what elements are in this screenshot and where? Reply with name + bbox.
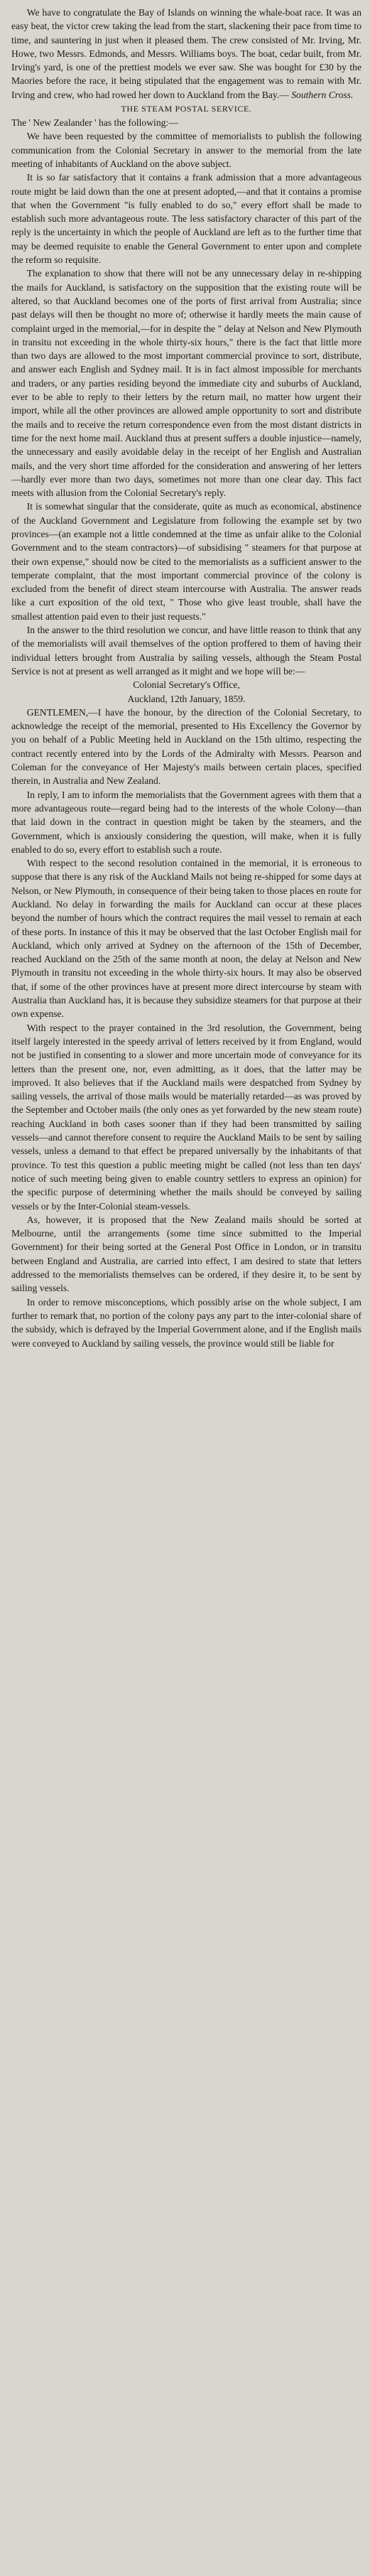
whale-boat-race-article	[11, 6, 361, 102]
article-source: Southern Cross.	[291, 89, 354, 100]
letter-paragraph: With respect to the second resolution contained in the memorial, it is erroneous to suppose that there is any risk of the Auckland Mails not being re-shipped for some days at Nelson, or New Plymouth, in consequence of their being taken to those places en route for Auckland. No delay in forwarding the mails for Auckland can occur at these places beyond the number of hours which the contract requires the mail vessel to remain at each of these ports. In instance of this it may be observed that the last October English mail for Auckland, which only arrived at Sydney on the afternoon of the 15th of December, reached Auckland on the 25th of the same month at noon, the delay at Nelson and New Plymouth in transitu not exceeding in the whole thirty-six hours. It may also be observed that, if some of the other provinces have at present more direct intercourse by steam with Australia than Auckland has, it is because they subsidize steamers for that purpose at their own expense.	[11, 858, 361, 1020]
article-paragraph	[11, 6, 361, 102]
article-paragraph: It is so far satisfactory that it contains a frank admission that a more advantageous route might be laid down than the one at present adopted,—and that it contains a promise that when the Government "is fully enabled to do so," every effort shall be made to establish such more advantageous route. The less satisfactory character of this part of the reply is the uncertainty in which the people of Auckland are left as to the further time that may be deemed requisite to enable the General Government to enter upon and complete the reform so requisite.	[11, 172, 361, 266]
letter-paragraph: As, however, it is proposed that the New Zealand mails should be sorted at Melbourne, until the arrangements (some time since submitted to the Imperial Government) for their being sorted at the General Post Office in London, or in transitu between England and Australia, are carried into effect, I am desired to state that letters addressed to the memorialists themselves can be ordered, if they desire it, to be sent by sailing vessels.	[11, 1214, 361, 1294]
article-paragraph: The explanation to show that there will not be any unnecessary delay in re-shipping the mails for Auckland, is satisfactory on the supposition that the existing route will be altered, so that Auckland becomes one of the ports of first arrival from Australia; since past delays will then be thought no more of; otherwise it hardly meets the main cause of complaint urged in the memorial,—for in despite the " delay at Nelson and New Plymouth in transitu not exceeding in the whole thirty-six hours," there is the fact that little more than two days are allowed to the most important commercial province to sort, distribute, and answer each English and Sydney mail. It is in fact almost impossible for merchants and traders, or any parties residing beyond the immediate city and suburbs of Auckland, ever to be able to reply to their letters by the return mail, no matter how urgent their import, while all the other provinces are allowed ample opportunity to sort and distribute the mails and to receive the return correspondence even from the most distant districts in time for the next home mail. Auckland thus at present suffers a double injustice—namely, the unnecessary and easily avoidable delay in the receipt of her English and Australian mails, and the very short time afforded for the consideration and answering of her letters—hardly ever more than two days, sometimes not more than one clear day. This fact meets with allusion from the Colonial Secretary's reply.	[11, 268, 361, 499]
letter-office: Colonial Secretary's Office,	[133, 679, 240, 691]
article-text: We have to congratulate the Bay of Islands on winning the whale-boat race. It was an easy beat, the victor crew taking the lead from the start, slackening their pace from time to time, and sauntering in just when it pleased them. The crew consisted of Mr. Irving, Mr. Howe, two Messrs. Edmonds, and Messrs. Williams boys. The boat, cedar built, from Mr. Irving's yard, is one of the prettiest models we ever saw. She was bought for £30 by the Maories before the race, it being stipulated that the engagement was to remain with Mr. Irving and crew, who had rowed her down to Auckland from the Bay.—	[11, 7, 361, 100]
article-paragraph: We have been requested by the committee of memorialists to publish the following communication from the Colonial Secretary in answer to the memorial from the late meeting of inhabitants of Auckland on the above subject.	[11, 131, 361, 169]
article-paragraph: It is somewhat singular that the considerate, quite as much as economical, abstinence of the Auckland Government and Legislature from following the example set by two provinces—(an example not a little condemned at the time as unfair alike to the Colonial Government and to the steam contractors)—of subsidising " steamers for that purpose at their own expense," should now be cited to the memorialists as a sufficient answer to the temperate complaint, that the most important commercial province of the colony is excluded from the benefit of direct steam intercourse with Australia. The answer reads like a curt exposition of the old text, " Those who give least trouble, shall have the smallest attention paid even to their just requests."	[11, 501, 361, 622]
section-heading: THE STEAM POSTAL SERVICE.	[121, 104, 252, 114]
steam-postal-service-article	[11, 102, 361, 1350]
letter-paragraph: GENTLEMEN,—I have the honour, by the direction of the Colonial Secretary, to acknowledge the receipt of the memorial, presented to His Excellency the Governor by you on behalf of a Public Meeting held in Auckland on the 15th ultimo, respecting the contract recently entered into by the Lords of the Admiralty with Messrs. Pearson and Coleman for the conveyance of Her Majesty's mails between certain places, specified therein, in Australia and New Zealand.	[11, 706, 361, 787]
letter-paragraph: With respect to the prayer contained in the 3rd resolution, the Government, being itself largely interested in the speedy arrival of letters received by it from England, would not be justified in consenting to a slower and more uncertain mode of conveyance for its letters than the present one, nor, even admitting, as it does, that the latter may be improved. It also believes that if the Auckland mails were despatched from Sydney by sailing vessels, the arrival of those mails would be materially retarded—as was proved by the September and October mails (the only ones as yet forwarded by the new steam route) reaching Auckland in both cases sooner than if they had been transmitted by sailing vessels—and cannot therefore consent to require the Auckland Mails to be sent by sailing vessels, unless a demand to that effect be prepared universally by the inhabitants of that province. To test this question a public meeting might be called (not less than ten days' notice of such meeting being given to enable country settlers to express an opinion) for the specific purpose of determining whether the mails should be conveyed by sailing vessels or by the Inter-Colonial steam-vessels.	[11, 1022, 361, 1212]
article-intro: The ' New Zealander ' has the following:—	[11, 117, 178, 129]
colonial-secretary-letter	[11, 678, 361, 1350]
letter-dateline: Auckland, 12th January, 1859.	[127, 693, 246, 704]
letter-paragraph: In order to remove misconceptions, which possibly arise on the whole subject, I am further to remark that, no portion of the colony pays any part to the inter-colonial share of the subsidy, which is defrayed by the Imperial Government alone, and if the English mails were conveyed to Auckland by sailing vessels, the province would still be liable for	[11, 1296, 361, 1349]
letter-paragraph: In reply, I am to inform the memorialists that the Government agrees with them that a more advantageous route—regard being had to the interests of the whole Colony—than that laid down in the contract in question might be taken by the steamers, and the Government, which is anxiously considering the question, will make, when it is fully enabled to do so, every effort to establish such a route.	[11, 789, 361, 855]
article-paragraph: In the answer to the third resolution we concur, and have little reason to think that any of the memorialists will avail themselves of the option proffered to them of having their individual letters brought from Australia by sailing vessels, although the Steam Postal Service is not at present as well arranged as it might and we hope will be:—	[11, 625, 361, 677]
